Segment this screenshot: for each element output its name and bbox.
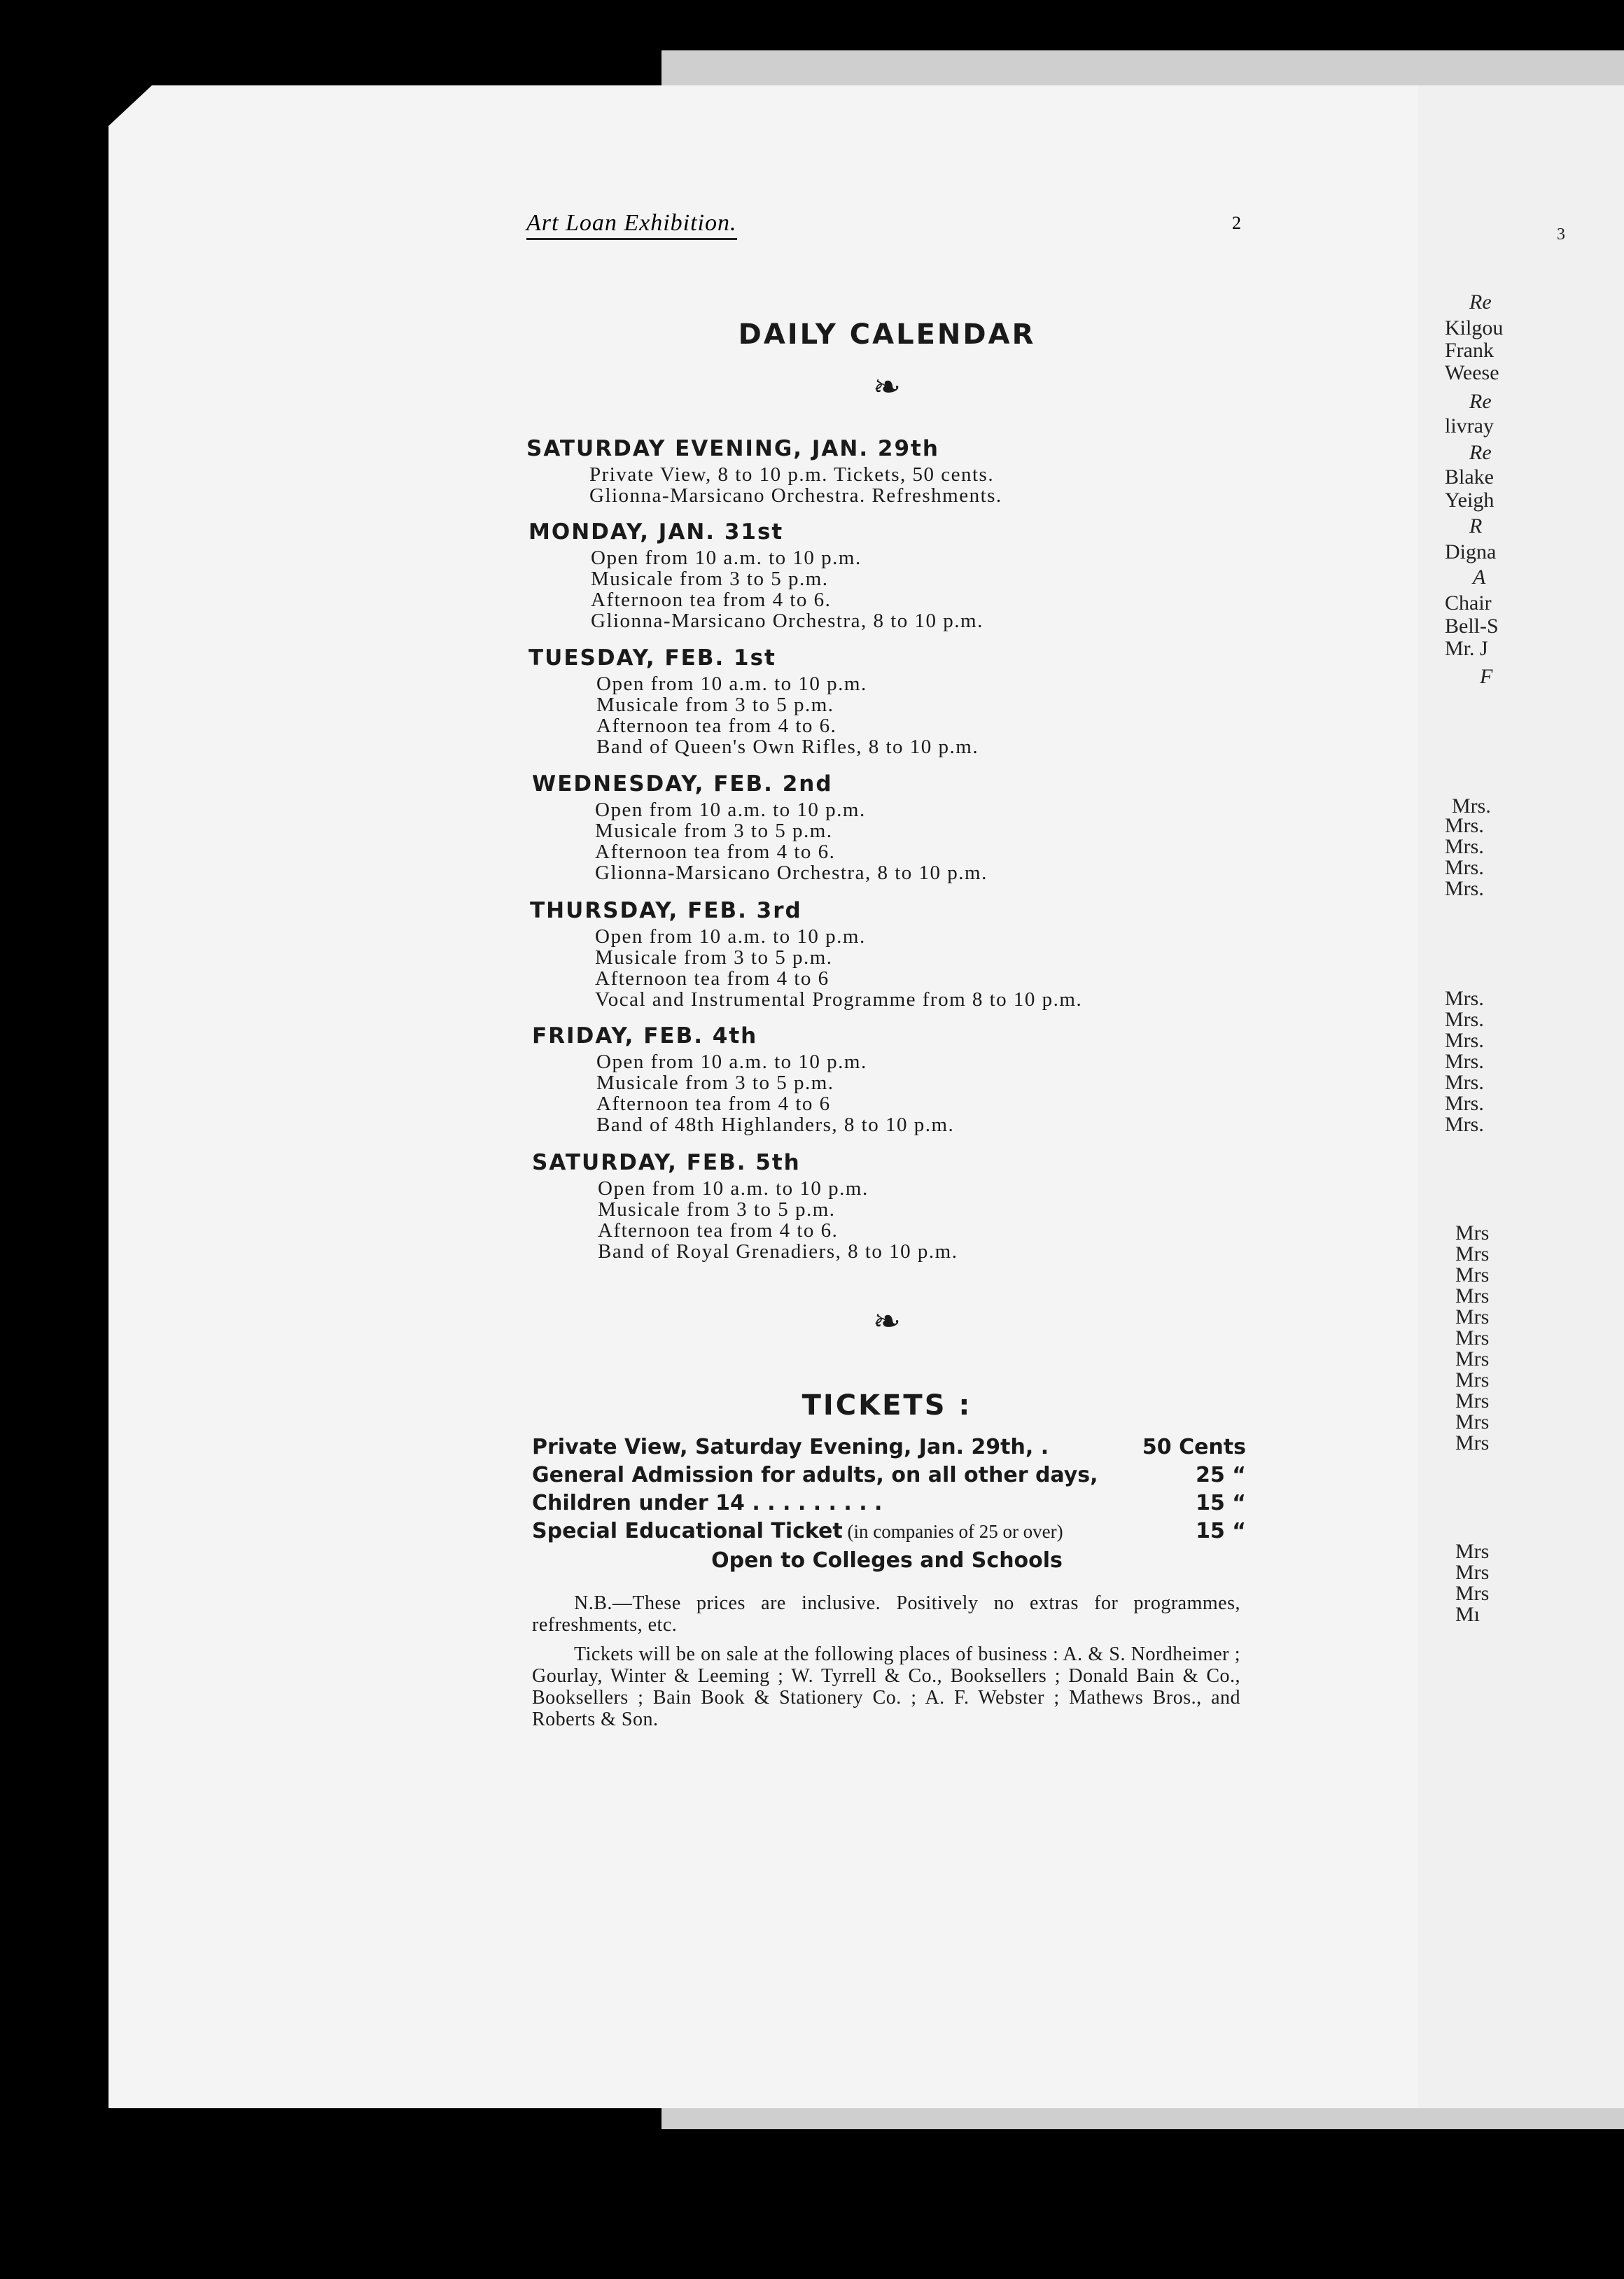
facing-page-line: Mrs	[1455, 1431, 1490, 1454]
facing-page-line: Mrs.	[1445, 1029, 1484, 1052]
ticket-price: 15 “	[1196, 1491, 1246, 1515]
day-entry: Band of 48th Highlanders, 8 to 10 p.m.	[596, 1114, 955, 1136]
day-entry: Afternoon tea from 4 to 6.	[598, 1219, 839, 1242]
day-entry: Open from 10 a.m. to 10 p.m.	[598, 1177, 869, 1200]
ticket-label	[532, 1519, 1063, 1543]
facing-page-line: Mrs.	[1445, 835, 1484, 858]
ticket-label	[532, 1491, 882, 1515]
facing-page-line: Digna	[1445, 540, 1497, 563]
day-entry: Afternoon tea from 4 to 6	[595, 967, 830, 990]
day-entry: Musicale from 3 to 5 p.m.	[596, 694, 834, 716]
day-heading: THURSDAY, FEB. 3rd	[530, 898, 802, 923]
day-entry: Musicale from 3 to 5 p.m.	[596, 1072, 834, 1094]
facing-page-line: Frank	[1445, 339, 1494, 362]
facing-page-line: Yeigh	[1445, 489, 1494, 512]
day-heading: WEDNESDAY, FEB. 2nd	[532, 771, 833, 797]
facing-page-line: Mrs	[1455, 1242, 1490, 1265]
page-number: 2	[1232, 213, 1241, 233]
facing-page-line: Mrs.	[1445, 814, 1484, 837]
facing-page-line: F	[1480, 665, 1493, 688]
day-entry: Open from 10 a.m. to 10 p.m.	[595, 799, 866, 821]
ornament-icon: ❧	[872, 1303, 902, 1340]
ticket-label-text: Private View, Saturday Evening, Jan. 29th, .	[532, 1435, 1049, 1459]
ticket-price: 15 “	[1196, 1519, 1246, 1543]
day-entry: Afternoon tea from 4 to 6	[596, 1093, 831, 1115]
day-entry: Afternoon tea from 4 to 6.	[591, 589, 832, 611]
day-entry: Glionna-Marsicano Orchestra. Refreshments.	[589, 484, 1002, 507]
facing-page-line: Mrs	[1455, 1305, 1490, 1328]
day-entry: Open from 10 a.m. to 10 p.m.	[596, 673, 867, 695]
ticket-label-note: (in companies of 25 or over)	[842, 1521, 1063, 1542]
day-entry: Open from 10 a.m. to 10 p.m.	[595, 925, 866, 948]
facing-page-line: Mrs	[1455, 1326, 1490, 1349]
facing-page-line: Mrs.	[1445, 987, 1484, 1010]
facing-page-line: Mrs	[1455, 1263, 1490, 1286]
running-head: Art Loan Exhibition.	[526, 210, 737, 240]
facing-page-line: Mrs.	[1445, 1071, 1484, 1094]
facing-page-line: A	[1473, 566, 1486, 589]
ticket-row	[532, 1435, 1246, 1463]
facing-page-line: Kilgou	[1445, 316, 1504, 339]
ornament-icon: ❧	[872, 369, 902, 406]
facing-page-line: Mrs	[1455, 1389, 1490, 1412]
facing-page-line: Blake	[1445, 465, 1494, 489]
day-entry: Musicale from 3 to 5 p.m.	[595, 820, 833, 842]
facing-page-line: Mrs.	[1445, 1008, 1484, 1031]
ticket-row	[532, 1519, 1246, 1547]
facing-page-line: Mı	[1455, 1603, 1480, 1626]
facing-page-line: Mrs.	[1445, 1050, 1484, 1073]
ticket-label	[532, 1435, 1049, 1459]
day-entry: Vocal and Instrumental Programme from 8 to 10 p.m.	[595, 988, 1083, 1011]
day-entry: Glionna-Marsicano Orchestra, 8 to 10 p.m.	[595, 862, 988, 884]
facing-page-line: Mrs	[1455, 1368, 1490, 1391]
day-heading: SATURDAY EVENING, JAN. 29th	[526, 436, 939, 461]
facing-page-line: R	[1469, 514, 1483, 538]
facing-page-line: Mrs.	[1445, 1092, 1484, 1115]
day-entry: Glionna-Marsicano Orchestra, 8 to 10 p.m.	[591, 610, 983, 632]
facing-page-line: Re	[1469, 290, 1492, 314]
tickets-note: Open to Colleges and Schools	[711, 1548, 1063, 1573]
ticket-price: 50 Cents	[1142, 1435, 1246, 1459]
facing-page-line: Mrs	[1455, 1540, 1490, 1563]
page-title: DAILY CALENDAR	[738, 318, 1036, 351]
day-entry: Private View, 8 to 10 p.m. Tickets, 50 cents.	[589, 463, 995, 486]
facing-page-line: Mrs	[1455, 1221, 1490, 1244]
ticket-label-text: Special Educational Ticket	[532, 1519, 843, 1543]
facing-page-line: Re	[1469, 441, 1492, 464]
ticket-row	[532, 1463, 1246, 1491]
day-entry: Open from 10 a.m. to 10 p.m.	[596, 1051, 867, 1073]
facing-page-line: livray	[1445, 414, 1494, 437]
nb-paragraph: N.B.—These prices are inclusive. Positively no extras for programmes, refreshments, etc.	[532, 1592, 1240, 1636]
day-heading: FRIDAY, FEB. 4th	[532, 1023, 758, 1049]
day-heading: SATURDAY, FEB. 5th	[532, 1150, 801, 1175]
facing-page-line: Mrs	[1455, 1284, 1490, 1307]
facing-page-line: Mrs.	[1445, 856, 1484, 879]
ticket-label	[532, 1463, 1098, 1487]
ticket-label-text: General Admission for adults, on all other days,	[532, 1463, 1098, 1487]
facing-page-line: Weese	[1445, 361, 1499, 384]
day-entry: Band of Queen's Own Rifles, 8 to 10 p.m.	[596, 736, 979, 758]
tickets-heading: TICKETS :	[802, 1389, 972, 1422]
facing-page-line: Mrs	[1455, 1561, 1490, 1584]
sale-paragraph: Tickets will be on sale at the following places of business : A. & S. Nordheimer ; Gourlay, Winter & Leeming ; W. Tyrrell & Co., Booksellers ; Donald Bain & Co., Booksellers ; Bain Book & Stationery Co. ; A. F. Webster ; Mathews Bros., and Roberts & Son.	[532, 1643, 1240, 1730]
day-entry: Afternoon tea from 4 to 6.	[595, 841, 836, 863]
ticket-label-text: Children under 14 . . . . . . . . .	[532, 1491, 883, 1515]
facing-page-line: Mrs.	[1445, 877, 1484, 900]
ticket-row	[532, 1491, 1246, 1519]
facing-page-line: Mrs	[1455, 1582, 1490, 1605]
facing-page-line: Bell-S	[1445, 615, 1499, 638]
day-entry: Afternoon tea from 4 to 6.	[596, 715, 837, 737]
day-entry: Musicale from 3 to 5 p.m.	[595, 946, 833, 969]
day-entry: Open from 10 a.m. to 10 p.m.	[591, 547, 862, 569]
facing-page-line: Mrs	[1455, 1347, 1490, 1370]
facing-page-line: Mr. J	[1445, 637, 1488, 660]
day-entry: Band of Royal Grenadiers, 8 to 10 p.m.	[598, 1240, 958, 1263]
facing-page-line: Chair	[1445, 591, 1492, 615]
facing-page-line: Mrs.	[1445, 1113, 1484, 1136]
facing-page-line: Mrs.	[1452, 794, 1491, 818]
day-entry: Musicale from 3 to 5 p.m.	[598, 1198, 836, 1221]
facing-page-line: Re	[1469, 390, 1492, 413]
ticket-price: 25 “	[1196, 1463, 1246, 1487]
day-heading: MONDAY, JAN. 31st	[528, 519, 784, 545]
facing-page-line: Mrs	[1455, 1410, 1490, 1433]
day-heading: TUESDAY, FEB. 1st	[528, 645, 776, 671]
facing-page-number: 3	[1557, 225, 1565, 244]
day-entry: Musicale from 3 to 5 p.m.	[591, 568, 829, 590]
